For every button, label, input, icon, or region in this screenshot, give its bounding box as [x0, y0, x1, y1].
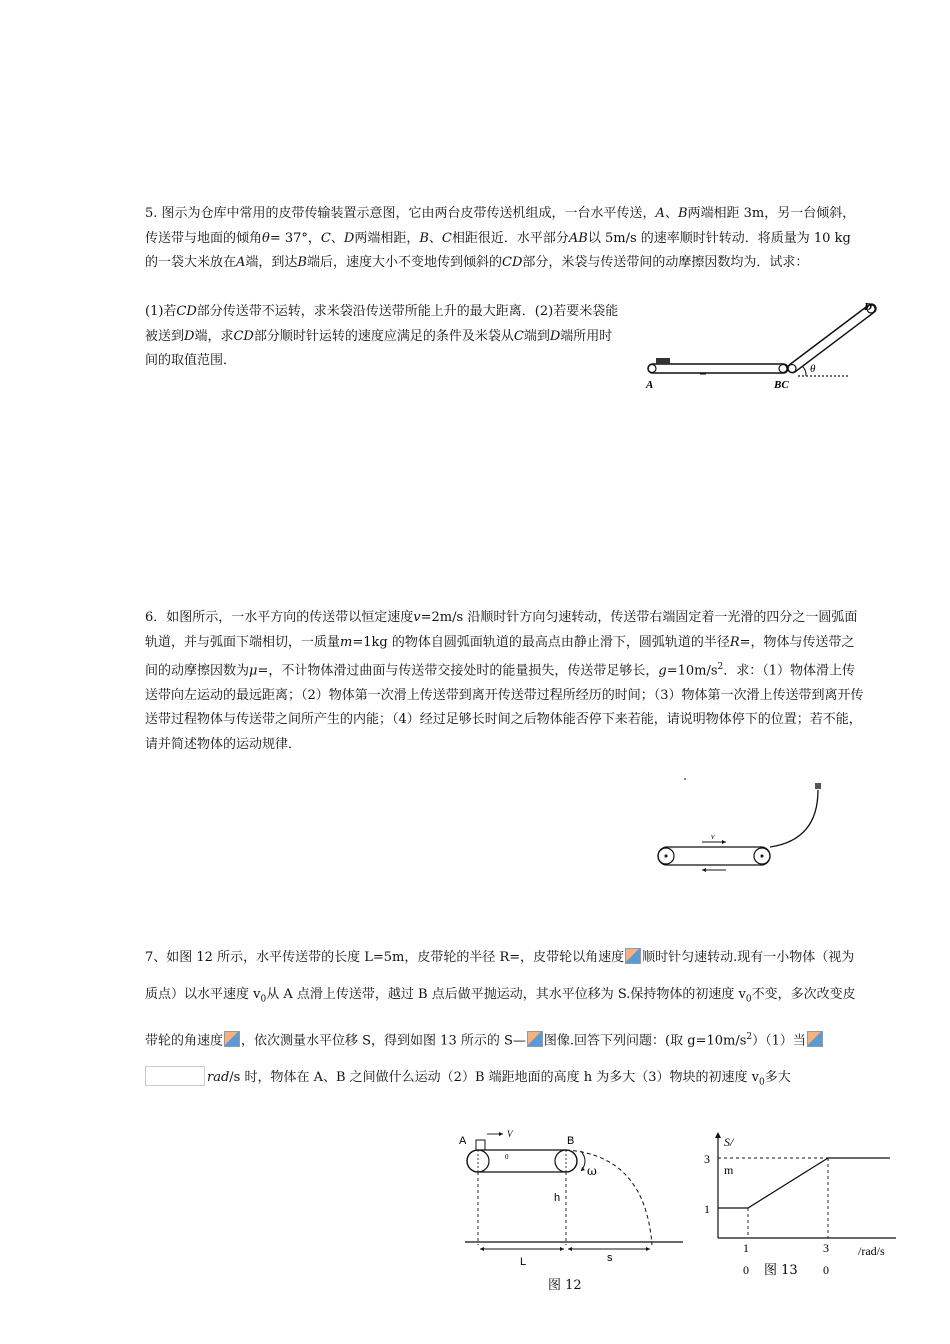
fig13-x30-bottom: 0: [823, 1263, 829, 1277]
omega-image-icon: [807, 1031, 823, 1047]
q7-paragraph: 7、如图 12 所示，水平传送带的长度 L=5m，皮带轮的半径 R=，皮带轮以角速度 顺时针匀速转动.现有一小物体（视为质点）以水平速度 $v_0$从 A 点滑上传送带，越过 B 点后做平抛运动，其水平位移为 S.保持物体的初速度 $v_0$不变，多次改变皮带轮的角速度 ，依次测量水平位移 S，得到如图 13 所示的 S— 图像.回答下列问题：(取 $g=10m/s^2)(1)$当rad/s 时，物体在 A、B 之间做什么运动（2）B 端距地面的高度 h 为多大（3）物块的初速度 $v_0$多大: [145, 950, 856, 1088]
fig12-label-l: L: [520, 1256, 527, 1268]
fig13-ylabel: S/: [724, 1135, 734, 1149]
fig13-caption: 图 13: [764, 1263, 798, 1278]
q5-paragraph: 5. 图示为仓库中常用的皮带传输装置示意图，它由两台皮带传送机组成，一台水平传送，A、B两端相距 3m，另一台倾斜，传送带与地面的倾角θ= 37°，C、D两端相距，B、C相距很近．水平部分AB以 5m/s 的速率顺时针转动．将质量为 10 kg 的一袋大米放在A端，到达B端后，速度大小不变地传到倾斜的CD部分，米袋与传送带间的动摩擦因数均为．试求：: [145, 206, 856, 270]
figure-12: [455, 1125, 690, 1275]
fig12-label-zero: 0: [505, 1153, 509, 1161]
fig13-x10-bottom: 0: [743, 1263, 749, 1277]
fig12-label-a: A: [459, 1135, 467, 1147]
fig13-yunit: m: [724, 1163, 734, 1177]
omega-image-icon: [224, 1031, 240, 1047]
fig12-label-h: h: [554, 1192, 561, 1204]
fig13-x30-top: 3: [823, 1241, 829, 1255]
q6-conveyor-figure: [650, 776, 830, 876]
fig12-label-s: s: [607, 1252, 613, 1264]
q6-paragraph: 6．如图所示，一水平方向的传送带以恒定速度v=2m/s 沿顺时针方向匀速转动，传送带右端固定着一光滑的四分之一圆弧面轨道，并与弧面下端相切，一质量m=1kg 的物体自圆弧面轨道的最高点由静止滑下，圆弧轨道的半径R=，物体与传送带之间的动摩擦因数为μ=，不计物体滑过曲面与传送带交接处时的能量损失，传送带足够长，$g=10m/s^2$．求：（1）物体滑上传送带向左运动的最远距离；（2）物体第一次滑上传送带到离开传送带过程所经历的时间；（3）物体第一次滑上传送带到离开传送带过程物体与传送带之间所产生的内能；（4）经过足够长时间之后物体能否停下来若能，请说明物体停下的位置；若不能，请并简述物体的运动规律．: [145, 610, 864, 752]
blank-box: [145, 1066, 205, 1086]
fig5-label-d: D: [864, 301, 872, 313]
fig5-label-a: A: [646, 379, 654, 391]
fig13-x10-top: 1: [743, 1241, 749, 1255]
omega-image-icon: [625, 948, 641, 964]
omega-image-icon: [527, 1031, 543, 1047]
fig5-label-theta: θ: [810, 363, 816, 375]
fig13-xunit: /rad/s: [858, 1244, 885, 1258]
fig13-s-omega-line: [718, 1158, 890, 1208]
figure-12-caption: 图 12: [548, 1278, 582, 1293]
fig12-label-omega: ω: [587, 1164, 597, 1178]
fig12-label-b: B: [567, 1135, 575, 1147]
q5-conveyor-figure: [640, 292, 872, 392]
fig12-label-v: V: [507, 1129, 513, 1139]
figure-13: [698, 1128, 908, 1278]
fig13-y3: 3: [704, 1152, 710, 1166]
fig13-y1: 1: [704, 1202, 710, 1216]
fig6-label-v: v: [711, 832, 715, 841]
q5-questions: (1)若CD部分传送带不运转，求米袋沿传送带所能上升的最大距离．(2)若要米袋能被送到D端，求CD部分顺时针运转的速度应满足的条件及米袋从C端到D端所用时间的取值范围．: [145, 304, 619, 368]
fig5-label-bc: BC: [774, 379, 789, 391]
